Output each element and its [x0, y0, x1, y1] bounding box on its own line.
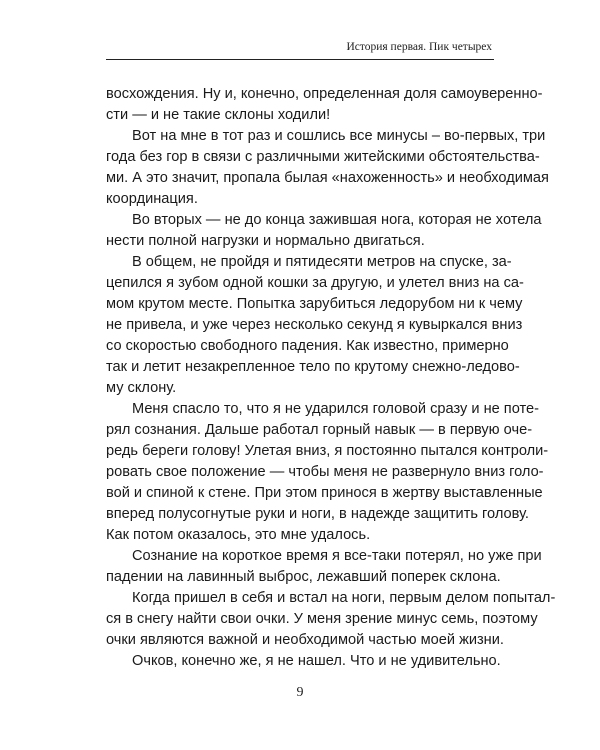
text-line: вой и спиной к стене. При этом принося в жертву выставленные	[106, 485, 543, 501]
text-line: Во вторых — не до конца зажившая нога, которая не хотела	[132, 212, 542, 228]
paragraph-4	[106, 252, 524, 399]
text-line: не привела, и уже через несколько секунд я кувыркался вниз	[106, 317, 523, 333]
text-line: ми. А это значит, пропала былая «нахоженность» и необходимая	[106, 170, 549, 186]
running-head	[106, 36, 494, 60]
paragraph-7	[106, 588, 556, 651]
text-line: Вот на мне в тот раз и сошлись все минусы – во-первых, три	[132, 128, 546, 144]
text-line: вперед полусогнутые руки и ноги, в надежде защитить голову.	[106, 506, 529, 522]
paragraph-8	[106, 651, 501, 672]
text-line: редь береги голову! Улетая вниз, я постоянно пытался контроли-	[106, 443, 549, 459]
text-line: Меня спасло то, что я не ударился головой сразу и не поте-	[132, 401, 540, 417]
text-line: падении на лавинный выброс, лежавший поперек склона.	[106, 569, 501, 585]
text-line: ся в снегу найти свои очки. У меня зрение минус семь, поэтому	[106, 611, 538, 627]
paragraph-1	[106, 84, 543, 126]
running-head-title: История первая. Пик четырех	[346, 41, 492, 53]
text-line: Очков, конечно же, я не нашел. Что и не удивительно.	[132, 653, 501, 669]
text-line: му склону.	[106, 380, 177, 396]
text-line: так и летит незакрепленное тело по крутому снежно-ледово-	[106, 359, 520, 375]
text-line: Как потом оказалось, это мне удалось.	[106, 527, 371, 543]
text-line: Сознание на короткое время я все-таки потерял, но уже при	[132, 548, 542, 564]
paragraph-6	[106, 546, 542, 588]
paragraph-3	[106, 210, 542, 252]
text-line: нести полной нагрузки и нормально двигаться.	[106, 233, 425, 249]
text-line: цепился я зубом одной кошки за другую, и улетел вниз на са-	[106, 275, 524, 291]
text-line: рял сознания. Дальше работал горный навык — в первую оче-	[106, 422, 533, 438]
text-line: В общем, не пройдя и пятидесяти метров на спуске, за-	[132, 254, 512, 270]
text-line: Когда пришел в себя и встал на ноги, первым делом попытал-	[132, 590, 556, 606]
text-line: ровать свое положение — чтобы меня не развернуло вниз голо-	[106, 464, 544, 480]
paragraph-5	[106, 399, 549, 546]
page-number: 9	[296, 685, 304, 700]
text-line: года без гор в связи с различными житейскими обстоятельства-	[106, 149, 540, 165]
text-line: координация.	[106, 191, 198, 207]
text-line: сти — и не такие склоны ходили!	[106, 107, 331, 123]
text-line: очки являются важной и необходимой частью моей жизни.	[106, 632, 504, 648]
text-line: мом крутом месте. Попытка зарубиться ледорубом ни к чему	[106, 296, 523, 312]
body-text	[106, 84, 556, 672]
paragraph-2	[106, 126, 549, 210]
text-line: восхождения. Ну и, конечно, определенная доля самоуверенно-	[106, 86, 543, 102]
text-line: со скоростью свободного падения. Как известно, примерно	[106, 338, 509, 354]
